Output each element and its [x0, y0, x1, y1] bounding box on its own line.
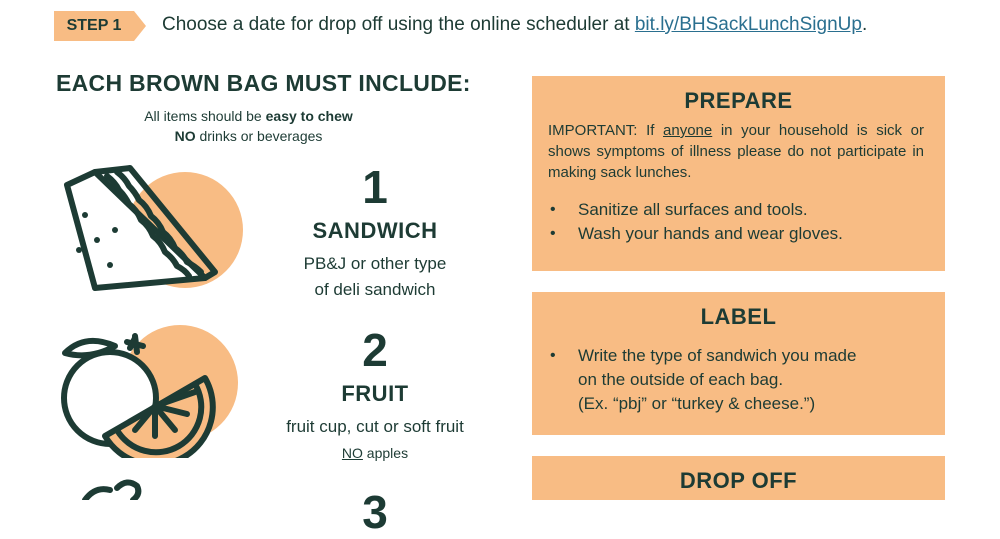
item-2-sub: [255, 445, 495, 461]
item-2-sub-no: NO: [341, 445, 363, 461]
item-2-sub-rest: apples: [362, 445, 409, 461]
step-badge-label: STEP 1: [66, 17, 122, 34]
chew-note: [56, 108, 441, 124]
item-2-number: 2: [362, 324, 388, 376]
label-bullet: [548, 344, 933, 416]
drinks-note: [56, 128, 441, 144]
include-heading: EACH BROWN BAG MUST INCLUDE:: [56, 70, 471, 96]
step-instructions: [162, 14, 867, 36]
important-anyone: anyone: [663, 122, 713, 139]
prepare-list: [548, 198, 933, 246]
prepare-panel: [532, 76, 945, 271]
dropoff-panel: [532, 456, 945, 500]
item-1-desc-line1: PB&J or other type: [303, 254, 447, 273]
item-1-desc-line2: of deli sandwich: [314, 280, 436, 299]
item-3-number: 3: [362, 486, 388, 538]
prepare-bullet-wash: • Wash your hands and wear gloves.: [548, 222, 933, 246]
step-text: Choose a date for drop off using the online scheduler at: [162, 14, 635, 35]
prepare-title: PREPARE: [684, 88, 793, 113]
important-pre: IMPORTANT: If: [548, 122, 664, 139]
orange-icon: [55, 318, 245, 458]
drinks-note-bold: NO: [174, 128, 196, 144]
label-list: [548, 344, 933, 416]
item-1-number: 1: [362, 161, 388, 213]
drinks-note-text: drinks or beverages: [195, 128, 323, 144]
label-bullet-line3: (Ex. “pbj” or “turkey & cheese.”): [578, 394, 816, 413]
item-1-name: SANDWICH: [312, 218, 438, 243]
chew-note-text: All items should be: [144, 108, 266, 124]
label-title: LABEL: [700, 304, 777, 329]
item-2-name: FRUIT: [341, 381, 409, 406]
dropoff-title: DROP OFF: [679, 468, 798, 493]
scheduler-link[interactable]: bit.ly/BHSackLunchSignUp: [634, 14, 862, 35]
label-bullet-line1: Write the type of sandwich you made: [578, 346, 857, 365]
important-post: in your household is sick or shows symptoms of illness please do not participate in making sack lunches.: [548, 122, 924, 181]
item-2-desc: fruit cup, cut or soft fruit: [286, 417, 464, 436]
label-bullet-line2: on the outside of each bag.: [578, 370, 784, 389]
step-badge: [54, 11, 146, 41]
chew-note-bold: easy to chew: [265, 108, 353, 124]
cookie-icon: [75, 478, 195, 500]
sandwich-icon: [55, 160, 245, 300]
label-panel: [532, 292, 945, 435]
prepare-important: [548, 120, 924, 183]
prepare-bullet-sanitize: • Sanitize all surfaces and tools.: [548, 198, 933, 222]
step-text-end: .: [861, 14, 868, 35]
